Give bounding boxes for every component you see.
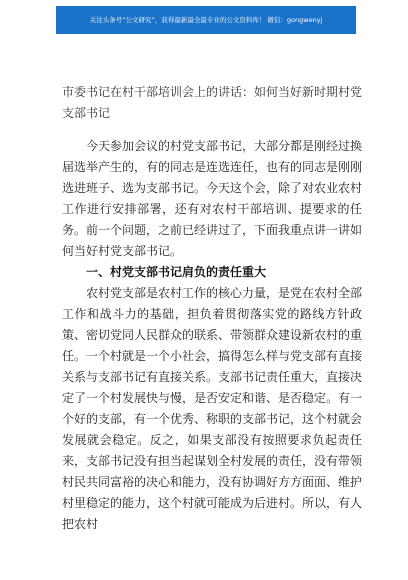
section-heading: 一、村党支部书记肩负的责任重大 <box>86 265 267 279</box>
promo-banner: 关注头条号“公文研究”，获得最新最全最专业的公文资料库！ 微信：gongwenyj <box>56 6 356 34</box>
intro-paragraph: 今天参加会议的村党支部书记，大部分都是刚经过换届选举产生的，有的同志是连选连任，也有的同志是刚刚选进班子、选为支部书记。今天这个会，除了对农业农村工作进行安排部署，还有对农村干部培训、提要求的任务。前一个问题，之前已经讲过了，下面我重点讲一讲如何当好村党支部书记。 <box>62 139 363 258</box>
document-body <box>62 82 362 535</box>
document-title: 市委书记在村干部培训会上的讲话：如何当好新时期村党支部书记 <box>62 85 363 120</box>
section-paragraph: 农村党支部是农村工作的核心力量，是党在农村全部工作和战斗力的基础，担负着贯彻落实党的路线方针政策、密切党同人民群众的联系、带领群众建设新农村的重任。一个村就是一个小社会，搞得怎么样与党支部有直接关系与支部书记有直接关系。支部书记责任重大，直接决定了一个村发展快与慢，是否安定和谐、是否稳定。有一个好的支部，有一个优秀、称职的支部书记，这个村就会发展就会稳定。反之，如果支部没有按照要求负起责任来，支部书记没有担当起谋划全村发展的责任，没有带领村民共同富裕的决心和能力，没有协调好方方面面、维护村里稳定的能力，这个村就可能成为后进村。所以，有人把农村 <box>62 286 363 531</box>
